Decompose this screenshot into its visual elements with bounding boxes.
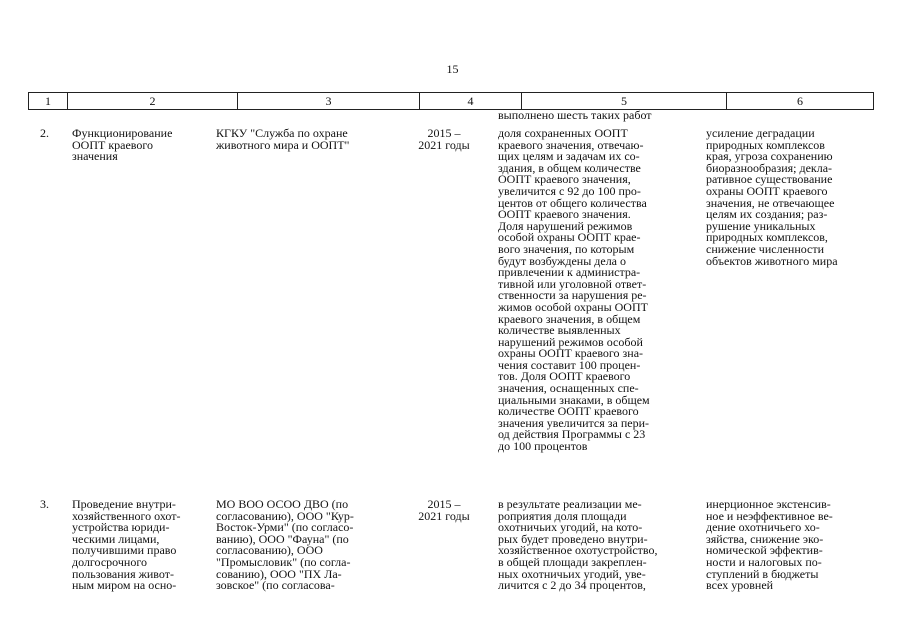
row-3-number: 3.	[40, 497, 49, 511]
row-3-term: 2015 – 2021 годы	[418, 497, 470, 523]
header-col-3: 3	[238, 93, 420, 109]
row-2-name: Функционирование ООПТ краевого значения	[72, 126, 173, 164]
row-2-number: 2.	[40, 126, 49, 140]
table-header-row	[28, 92, 874, 110]
row-3-consequences: инерционное экстенсив- ное и неэффективное ве- дение охотничьего хо- зяйства, снижение эко- номической эффектив- ности и налоговых по- ступлений в бюджеты всех уровней	[706, 497, 833, 593]
header-col-5: 5	[522, 93, 727, 109]
row-3-name: Проведение внутри- хозяйственного охот- устройства юриди- ческими лицами, получившими право долгосрочного пользования живот- ным миром на осно-	[72, 497, 181, 593]
header-col-6: 6	[797, 94, 803, 108]
header-col-2: 2	[68, 93, 238, 109]
row-2-consequences: усиление деградации природных комплексов края, угроза сохранению биоразнообразия; декла- ративное существование охраны ООПТ краевого значения, не отвечающее целям их создания; раз- рушение уникальных природных комплексов, снижение численности объектов животного мира	[706, 126, 838, 268]
row-2-term: 2015 – 2021 годы	[418, 126, 470, 152]
header-col-4: 4	[420, 93, 522, 109]
page-number: 15	[446, 62, 459, 76]
row-3-executor: МО ВОО ОСОО ДВО (по согласованию), ООО "Кур- Восток-Урми" (по согласо- ванию), ООО "Фауна" (по согласованию), ООО "Промысловик" (по согла- сованию), ООО "ПХ Ла- зовское" (по согласова-	[216, 497, 354, 593]
row-3-result: в результате реализации ме- роприятия доля площади охотничьих угодий, на кото- рых будет проведено внутри- хозяйственное охотустройство, в общей площади закреплен- ных охотничьих угодий, уве- личится с 2 до 34 процентов,	[498, 497, 658, 593]
continuation-text: выполнено шесть таких работ	[498, 108, 652, 122]
row-2-executor: КГКУ "Служба по охране животного мира и ООПТ"	[216, 126, 350, 152]
row-2-result: доля сохраненных ООПТ краевого значения, отвечаю- щих целям и задачам их со- здания, в общем количестве ООПТ краевого значения, увеличится с 92 до 100 про- центов от общего количества ООПТ краевого значения. Доля нарушений режимов особой охраны ООПТ крае- вого значения, по которым будут возбуждены дела о привлечении к администра- тивной или уголовной ответ- ственности за нарушения ре- жимов особой охраны ООПТ краевого значения, в общем количестве выявленных нарушений режимов особой охраны ООПТ краевого зна- чения составит 100 процен- тов. Доля ООПТ краевого значения, оснащенных спе- циальными знаками, в общем количестве ООПТ краевого значения увеличится за пери- од действия Программы с 23 до 100 процентов	[498, 126, 650, 454]
header-col-1: 1	[29, 93, 68, 109]
